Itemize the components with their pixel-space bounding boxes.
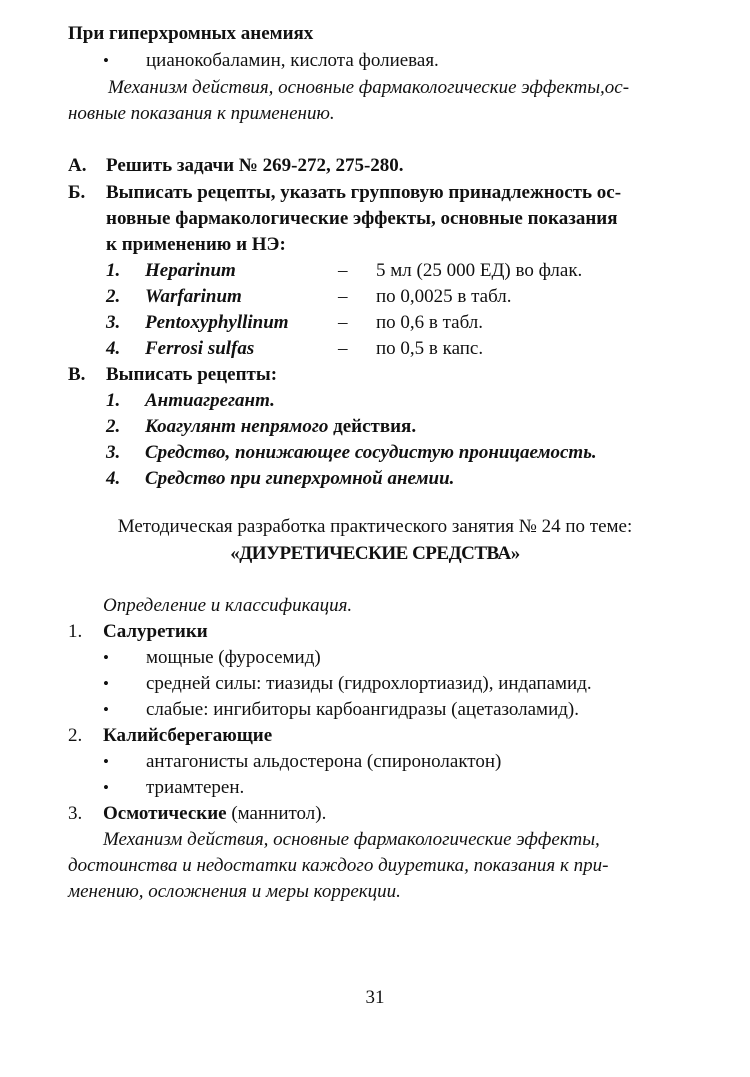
bullet-dot: • [103, 700, 109, 719]
task-text: Выписать рецепты: [106, 364, 278, 385]
drug-name: Ferrosi sulfas [145, 338, 255, 359]
group-name: Калийсберегающие [103, 725, 273, 746]
group-number: 2. [68, 725, 83, 746]
group-name: Осмотические [103, 803, 227, 824]
item-number: 2. [106, 416, 121, 437]
drug-name: Warfarinum [145, 286, 242, 307]
definition-label: Определение и классификация. [103, 595, 353, 616]
page-number: 31 [365, 987, 385, 1008]
drug-name: Heparinum [145, 260, 236, 281]
item-number: 4. [106, 468, 121, 489]
bullet-dot: • [103, 674, 109, 693]
drug-dose: по 0,5 в капс. [376, 338, 484, 359]
dash: – [338, 260, 348, 281]
group-number: 3. [68, 803, 83, 824]
prescription-item: Антиагрегант. [145, 390, 275, 411]
item-number: 1. [106, 260, 121, 281]
bullet-text: слабые: ингибиторы карбоангидразы (ацетазоламид). [146, 699, 579, 720]
drug-dose: по 0,0025 в табл. [376, 286, 512, 307]
item-number: 3. [106, 312, 121, 333]
bullet-text: мощные (фуросемид) [146, 647, 321, 668]
dash: – [338, 286, 348, 307]
task-text: к применению и НЭ: [106, 234, 286, 255]
bullet-text: средней силы: тиазиды (гидрохлортиазид), индапамид. [146, 673, 592, 694]
prescription-item-part: действия. [328, 416, 417, 437]
task-text: Выписать рецепты, указать групповую принадлежность ос- [106, 182, 622, 203]
drug-name: Pentoxyphyllinum [145, 312, 289, 333]
lesson-intro: Методическая разработка практического занятия № 24 по теме: [117, 516, 633, 537]
bullet-dot: • [103, 778, 109, 797]
item-number: 3. [106, 442, 121, 463]
dash: – [338, 338, 348, 359]
note-line: Механизм действия, основные фармакологические эффекты,ос- [108, 77, 630, 98]
bullet-dot: • [103, 752, 109, 771]
dash: – [338, 312, 348, 333]
task-marker: Б. [68, 182, 86, 203]
group-name: Салуретики [103, 621, 208, 642]
item-number: 2. [106, 286, 121, 307]
mechanism-line: достоинства и недостатки каждого диуретика, показания к при- [68, 855, 609, 876]
bullet-text: антагонисты альдостерона (спиронолактон) [146, 751, 502, 772]
bullet-dot: • [103, 51, 109, 70]
lesson-title: «ДИУРЕТИЧЕСКИЕ СРЕДСТВА» [230, 543, 520, 564]
group-number: 1. [68, 621, 83, 642]
task-text: Решить задачи № 269-272, 275-280. [106, 155, 404, 176]
note-line: новные показания к применению. [68, 103, 335, 124]
item-number: 4. [106, 338, 121, 359]
mechanism-line: Механизм действия, основные фармакологические эффекты, [103, 829, 600, 850]
mechanism-line: менению, осложнения и меры коррекции. [68, 881, 401, 902]
group-tail: (маннитол). [226, 803, 327, 824]
task-text: новные фармакологические эффекты, основные показания [106, 208, 618, 229]
item-number: 1. [106, 390, 121, 411]
prescription-item: Средство при гиперхромной анемии. [145, 468, 455, 489]
bullet-dot: • [103, 648, 109, 667]
prescription-item [145, 416, 416, 438]
bullet-text: триамтерен. [146, 777, 245, 798]
task-marker: В. [68, 364, 86, 385]
section-heading: При гиперхромных анемиях [68, 23, 314, 44]
group-line [103, 803, 326, 825]
task-marker: А. [68, 155, 87, 176]
prescription-item-part: Коагулянт непрямого [145, 416, 329, 437]
prescription-item: Средство, понижающее сосудистую проницаемость. [145, 442, 597, 463]
drug-dose: по 0,6 в табл. [376, 312, 484, 333]
bullet-text: цианокобаламин, кислота фолиевая. [146, 50, 439, 71]
drug-dose: 5 мл (25 000 ЕД) во флак. [376, 260, 583, 281]
